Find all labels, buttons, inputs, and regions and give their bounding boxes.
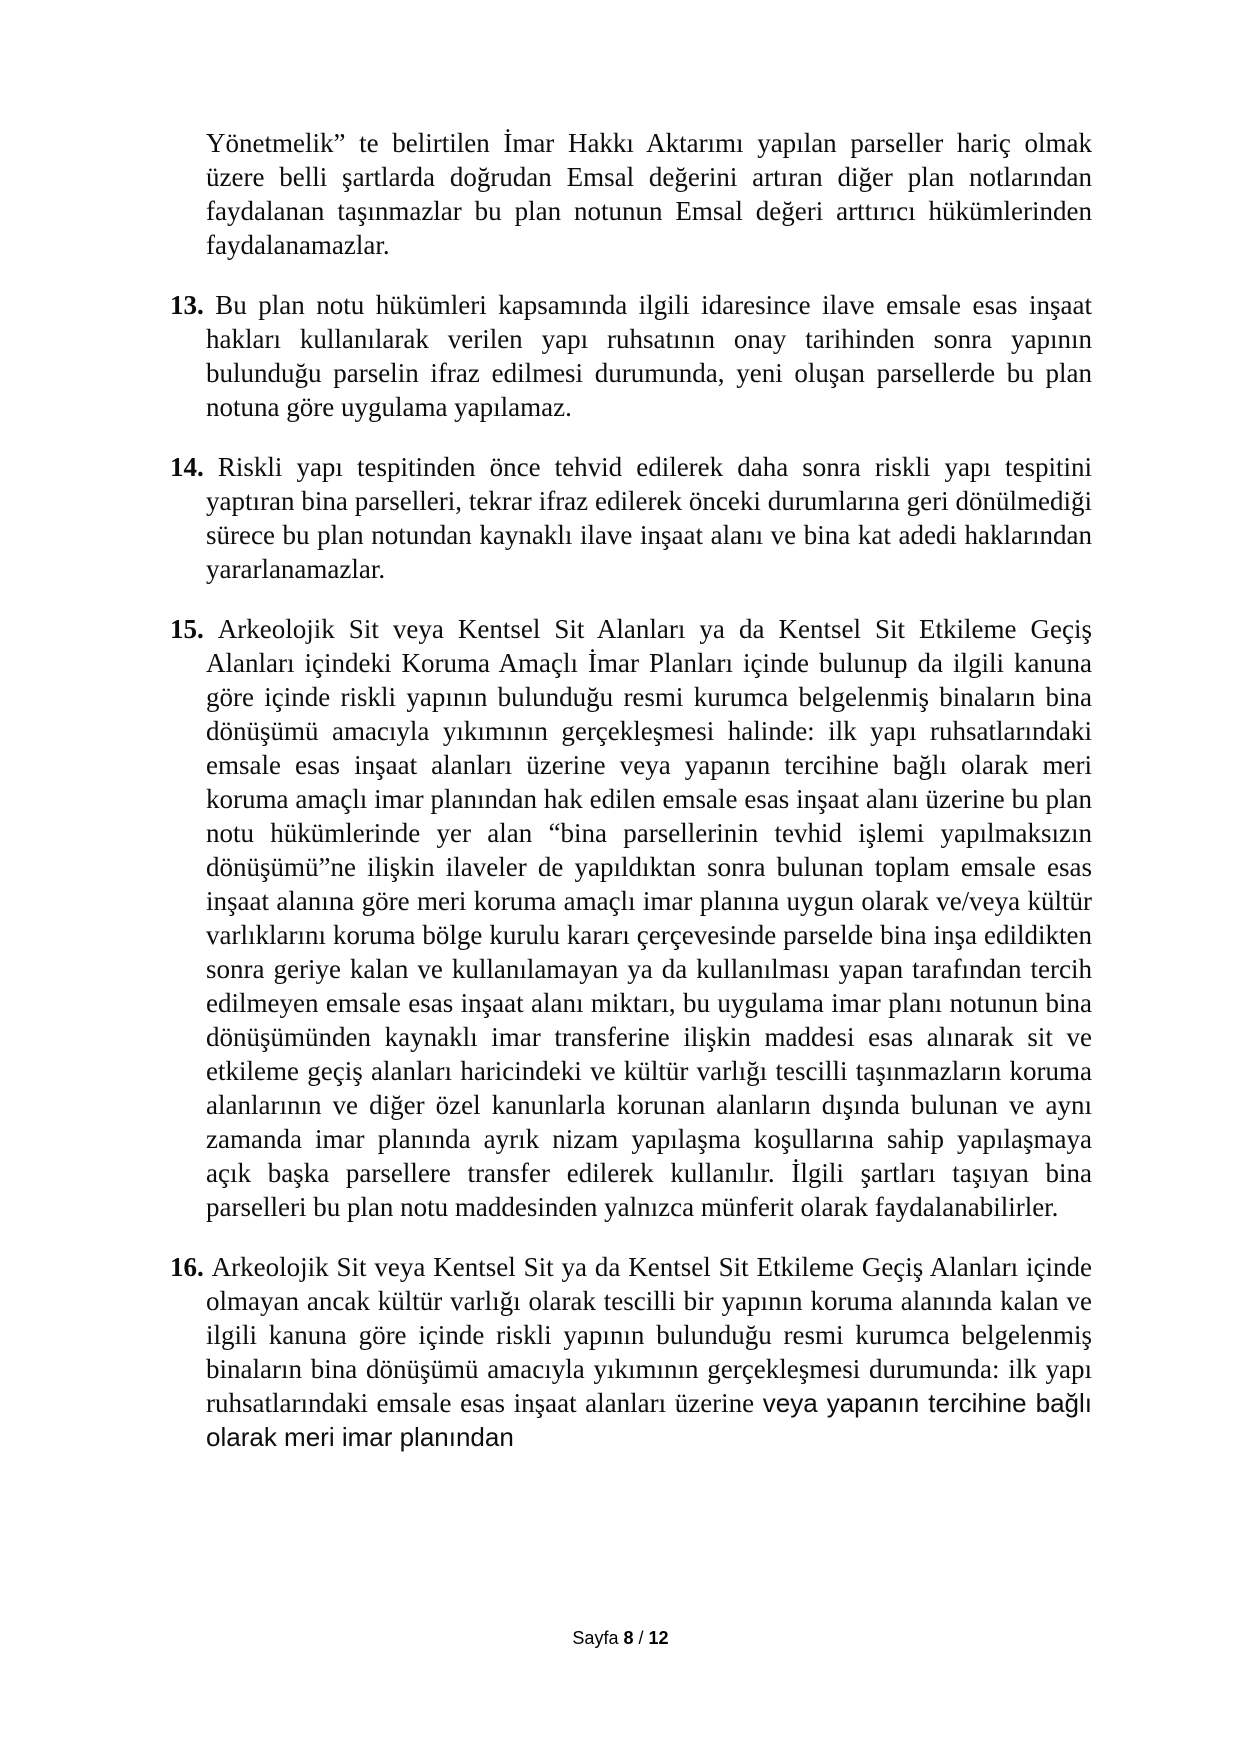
paragraph-number: 16. (170, 1252, 212, 1282)
paragraph (170, 612, 1092, 1224)
page-footer (0, 1626, 1241, 1650)
paragraph-text: Yönetmelik” te belirtilen İmar Hakkı Aktarımı yapılan parseller hariç olmak üzere belli şartlarda doğrudan Emsal değerini artıran diğer plan notlarından faydalanan taşınmazlar bu plan notunun Emsal değeri arttırıcı hükümlerinden faydalanamazlar. (206, 128, 1092, 260)
paragraph (170, 126, 1092, 262)
paragraph-number: 15. (170, 614, 218, 644)
paragraph (170, 1250, 1092, 1454)
paragraph-text: Arkeolojik Sit veya Kentsel Sit Alanları ya da Kentsel Sit Etkileme Geçiş Alanları içindeki Koruma Amaçlı İmar Planları içinde bulunup da ilgili kanuna göre içinde riskli yapının bulunduğu resmi kurumca belgelenmiş binaların bina dönüşümü amacıyla yıkımının gerçekleşmesi halinde: ilk yapı ruhsatlarındaki emsale esas inşaat alanları üzerine veya yapanın tercihine bağlı olarak meri koruma amaçlı imar planından hak edilen emsale esas inşaat alanı üzerine bu plan notu hükümlerinde yer alan “bina parsellerinin tevhid işlemi yapılmaksızın dönüşümü”ne ilişkin ilaveler de yapıldıktan sonra bulunan toplam emsale esas inşaat alanına göre meri koruma amaçlı imar planına uygun olarak ve/veya kültür varlıklarını koruma bölge kurulu kararı çerçevesinde parselde bina inşa edildikten sonra geriye kalan ve kullanılamayan ya da kullanılması yapan tarafından tercih edilmeyen emsale esas inşaat alanı miktarı, bu uygulama imar planı notunun bina dönüşümünden kaynaklı imar transferine ilişkin maddesi esas alınarak sit ve etkileme geçiş alanları haricindeki ve kültür varlığı tescilli taşınmazların koruma alanlarının ve diğer özel kanunlarla korunan alanların dışında bulunan ve aynı zamanda imar planında ayrık nizam yapılaşma koşullarına sahip yapılaşmaya açık başka parsellere transfer edilerek kullanılır. İlgili şartları taşıyan bina parselleri bu plan notu maddesinden yalnızca münferit olarak faydalanabilirler. (206, 614, 1093, 1222)
paragraph-number: 14. (170, 452, 218, 482)
paragraph (170, 450, 1092, 586)
paragraph (170, 288, 1092, 424)
paragraph-text: Bu plan notu hükümleri kapsamında ilgili idaresince ilave emsale esas inşaat hakları kullanılarak verilen yapı ruhsatının onay tarihinden sonra yapının bulunduğu parselin ifraz edilmesi durumunda, yeni oluşan parsellerde bu plan notuna göre uygulama yapılamaz. (206, 290, 1092, 422)
paragraph-text-sans-tail: veya yapanın tercihine bağlı olarak meri imar planından (206, 1388, 1092, 1452)
footer-total-pages: 12 (648, 1628, 669, 1648)
document-body (170, 126, 1092, 1480)
footer-page-label: Sayfa (572, 1628, 619, 1648)
paragraph-text: Riskli yapı tespitinden önce tehvid edilerek daha sonra riskli yapı tespitini yaptıran bina parselleri, tekrar ifraz edilerek önceki durumlarına geri dönülmediği sürece bu plan notundan kaynaklı ilave inşaat alanı ve bina kat adedi haklarından yararlanamazlar. (206, 452, 1093, 584)
footer-separator: / (638, 1628, 644, 1648)
paragraph-text: Arkeolojik Sit veya Kentsel Sit ya da Kentsel Sit Etkileme Geçiş Alanları içinde olmayan ancak kültür varlığı olarak tescilli bir yapının koruma alanında kalan ve ilgili kanuna göre içinde riskli yapının bulunduğu resmi kurumca belgelenmiş binaların bina dönüşümü amacıyla yıkımının gerçekleşmesi durumunda: ilk yapı ruhsatlarındaki emsale esas inşaat alanları üzerine (206, 1252, 1093, 1418)
paragraph-number: 13. (170, 290, 216, 320)
footer-page-number: 8 (623, 1628, 634, 1648)
